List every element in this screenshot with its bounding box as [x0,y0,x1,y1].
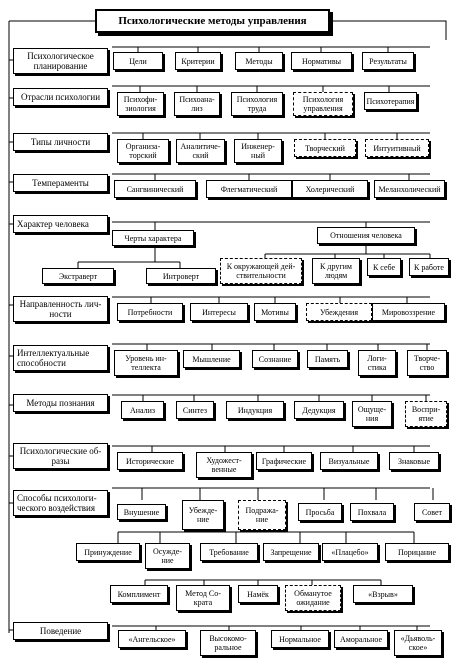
category-orientation: Направленность лич- ности [13,296,108,322]
cognition-item: Воспри- ятие [405,401,447,427]
image-item: Исторические [117,452,183,470]
behavior-item: Аморальное [334,630,388,648]
relation-item: К работе [409,258,449,276]
image-item: Знаковые [389,452,439,470]
category-influence: Способы психологи- ческого воздействия [13,490,108,516]
behavior-item: «Дьяволь- ское» [394,630,442,656]
intellect-item: Сознание [252,350,298,368]
orientation-item: Мотивы [254,303,296,321]
influence-item: Требование [200,543,258,561]
planning-item: Методы [235,52,283,70]
intellect-item: Творче- ство [407,350,447,376]
influence-item: Просьба [298,503,342,521]
influence-item: Внушение [117,504,166,520]
orientation-item: Мировоззрение [372,303,445,321]
temperament-item: Меланхолический [374,180,445,198]
planning-item: Результаты [362,52,414,70]
branch-item: Психофи- зиология [117,92,164,116]
type-item: Аналитиче- ский [176,139,225,163]
behavior-item: Высокомо- ральное [200,630,256,656]
diagram-title: Психологические методы управления [95,9,330,33]
cognition-item: Ощуще- ния [352,401,392,427]
intellect-item: Логи- стика [358,350,396,376]
branch-item: Психология управления [293,92,353,116]
branch-item: Психоана- лиз [174,92,220,116]
intellect-item: Уровень ин- теллекта [114,350,178,376]
type-item: Творческий [294,139,356,157]
category-branches: Отрасли психологии [13,88,108,106]
category-planning: Психологическое планирование [13,48,108,74]
intellect-item: Мышление [183,350,240,368]
type-item: Инженер- ный [234,139,282,163]
planning-item: Критерии [175,52,221,70]
branch-item: Психотерапия [364,92,417,110]
branch-item: Психология труда [231,92,283,116]
trait-item: Экстраверт [42,268,114,284]
cognition-item: Анализ [121,401,164,419]
character-relations: Отношения человека [317,227,415,244]
trait-item: Интроверт [146,268,216,284]
influence-item: Запрещение [263,543,319,561]
type-item: Интуитивный [365,139,429,157]
image-item: Графические [256,452,312,470]
influence-item: Совет [414,503,450,521]
influence-item: Намёк [238,585,278,603]
temperament-item: Холерический [292,180,368,198]
category-behavior: Поведение [13,622,108,640]
behavior-item: «Ангельское» [118,630,186,648]
category-personality-types: Типы личности [13,133,108,151]
influence-item: Подража- ние [238,500,286,530]
cognition-item: Дедукция [294,401,344,419]
influence-item: Убежде- ние [182,500,224,530]
influence-item: Метод Со- крата [176,585,230,611]
image-item: Визуальные [320,452,378,470]
influence-item: «Взрыв» [353,585,413,603]
influence-item: Принуждение [76,543,140,561]
influence-item: Обманутое ожидание [285,585,341,611]
category-character: Характер человека [13,215,108,233]
planning-item: Нормативы [291,52,352,70]
character-traits: Черты характера [112,230,194,246]
orientation-item: Убеждения [306,303,372,321]
relation-item: К другим людям [312,258,360,284]
category-cognition: Методы познания [13,394,108,412]
temperament-item: Сангвинический [114,180,196,198]
planning-item: Цели [113,52,163,70]
orientation-item: Потребности [117,303,183,321]
cognition-item: Синтез [176,401,214,419]
influence-item: Порицание [385,543,449,561]
category-intellect: Интеллектуальные способности [13,345,108,371]
influence-item: Комплимент [110,585,168,603]
temperament-item: Флегматический [206,180,292,198]
category-images: Психологические об- разы [13,443,108,469]
cognition-item: Индукция [226,401,284,419]
influence-item: Похвала [350,503,394,521]
orientation-item: Интересы [190,303,248,321]
image-item: Художест- венные [196,452,252,478]
influence-item: Осужде- ние [145,543,190,569]
relation-item: К себе [367,258,401,276]
type-item: Организа- торский [117,139,169,163]
relation-item: К окружающей дей- ствительности [220,258,302,284]
behavior-item: Нормальное [271,630,329,648]
influence-item: «Плацебо» [322,543,378,561]
category-temperaments: Темпераменты [13,174,108,192]
intellect-item: Память [307,350,348,368]
